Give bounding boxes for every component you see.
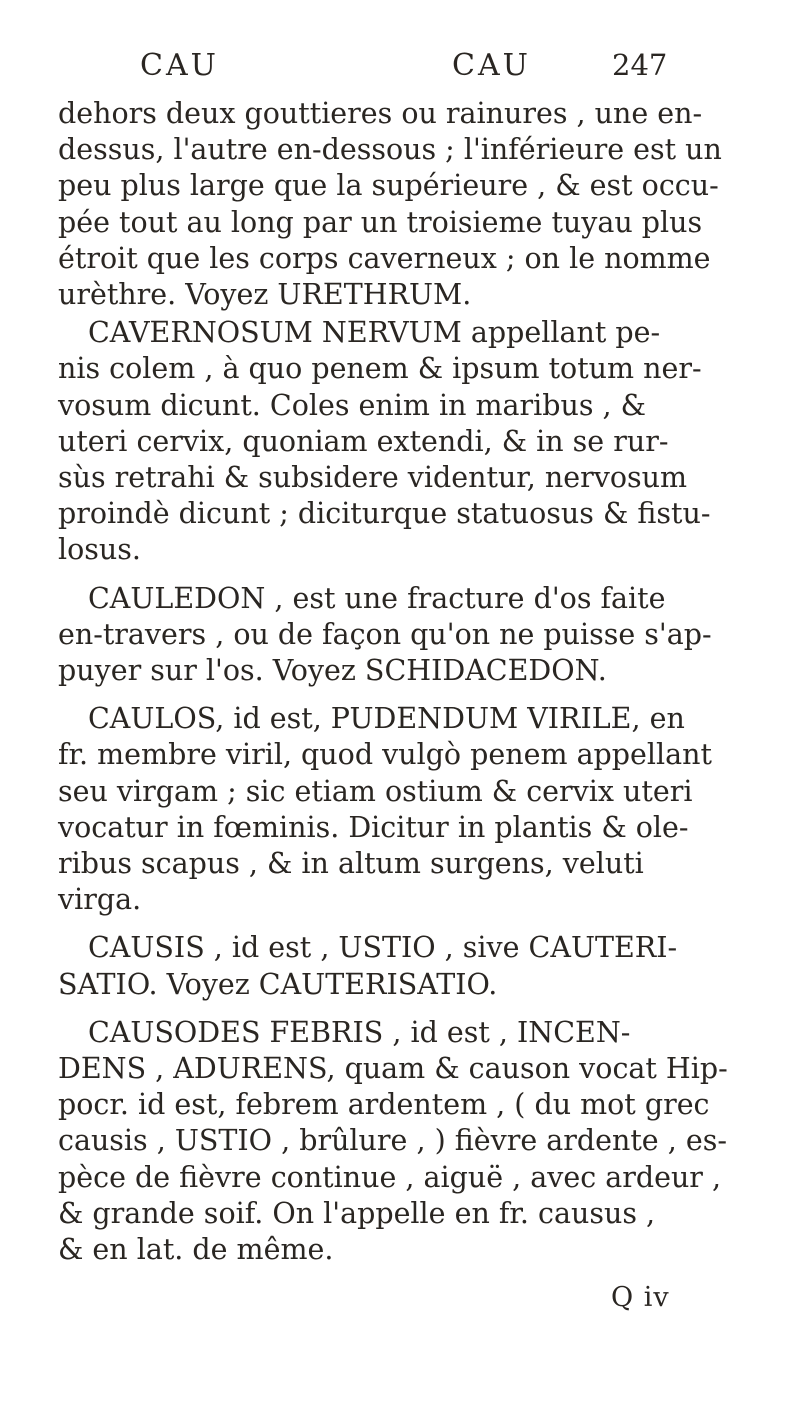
text-line: en-travers , ou de façon qu'on ne puisse s'ap- xyxy=(58,617,712,651)
text-line: dehors deux gouttieres ou rainures , une en- xyxy=(58,97,703,130)
entry-cavernosum: CAVERNOSUM NERVUM appellant pe- xyxy=(88,316,661,350)
text-line: étroit que les corps caverneux ; on le nomme xyxy=(58,241,711,275)
text-line: pocr. id est, febrem ardentem , ( du mot grec xyxy=(58,1088,710,1122)
entry-caulos: CAULOS, id est, PUDENDUM VIRILE, en xyxy=(88,702,685,736)
text-line: urèthre. Voyez URETHRUM. xyxy=(58,278,472,312)
signature-mark: Q iv xyxy=(611,1282,670,1313)
text-line: proindè dicunt ; diciturque statuosus & fistu- xyxy=(58,497,711,531)
text-line: sùs retrahi & subsidere videntur, nervosum xyxy=(58,461,688,495)
entry-causodes: CAUSODES FEBRIS , id est , INCEN- xyxy=(88,1015,631,1049)
text-line: nis colem , à quo penem & ipsum totum ner- xyxy=(58,352,702,386)
running-head-left: CAU xyxy=(140,48,219,83)
text-line: SATIO. Voyez CAUTERISATIO. xyxy=(58,967,498,1001)
text-line: pée tout au long par un troisieme tuyau plus xyxy=(58,205,703,239)
running-head-right: CAU xyxy=(452,48,531,83)
text-line: pèce de fièvre continue , aiguë , avec ardeur , xyxy=(58,1160,722,1194)
text-line: vocatur in fœminis. Dicitur in plantis & ole- xyxy=(58,810,689,844)
text-line: DENS , ADURENS, quam & causon vocat Hip- xyxy=(58,1052,728,1086)
text-line: fr. membre viril, quod vulgò penem appellant xyxy=(58,738,712,772)
entry-causis: CAUSIS , id est , USTIO , sive CAUTERI- xyxy=(88,931,678,965)
entry-cauledon: CAULEDON , est une fracture d'os faite xyxy=(88,581,666,615)
text-line: ribus scapus , & in altum surgens, veluti xyxy=(58,847,644,881)
running-head xyxy=(0,48,800,92)
text-line: peu plus large que la supérieure , & est occu- xyxy=(58,169,719,203)
text-line: virga. xyxy=(58,883,142,917)
text-line: causis , USTIO , brûlure , ) fièvre ardente , es- xyxy=(58,1124,727,1158)
text-line: & grande soif. On l'appelle en fr. causus , xyxy=(58,1196,656,1230)
text-line: & en lat. de même. xyxy=(58,1233,334,1267)
text-line: seu virgam ; sic etiam ostium & cervix uteri xyxy=(58,774,693,808)
page-number: 247 xyxy=(612,48,668,82)
text-line: puyer sur l'os. Voyez SCHIDACEDON. xyxy=(58,654,607,688)
body-text xyxy=(58,96,758,1268)
text-line: dessus, l'autre en-dessous ; l'inférieure est un xyxy=(58,133,722,167)
text-line: vosum dicunt. Coles enim in maribus , & xyxy=(58,388,647,422)
text-line: losus. xyxy=(58,533,141,567)
text-line: uteri cervix, quoniam extendi, & in se rur- xyxy=(58,424,669,458)
